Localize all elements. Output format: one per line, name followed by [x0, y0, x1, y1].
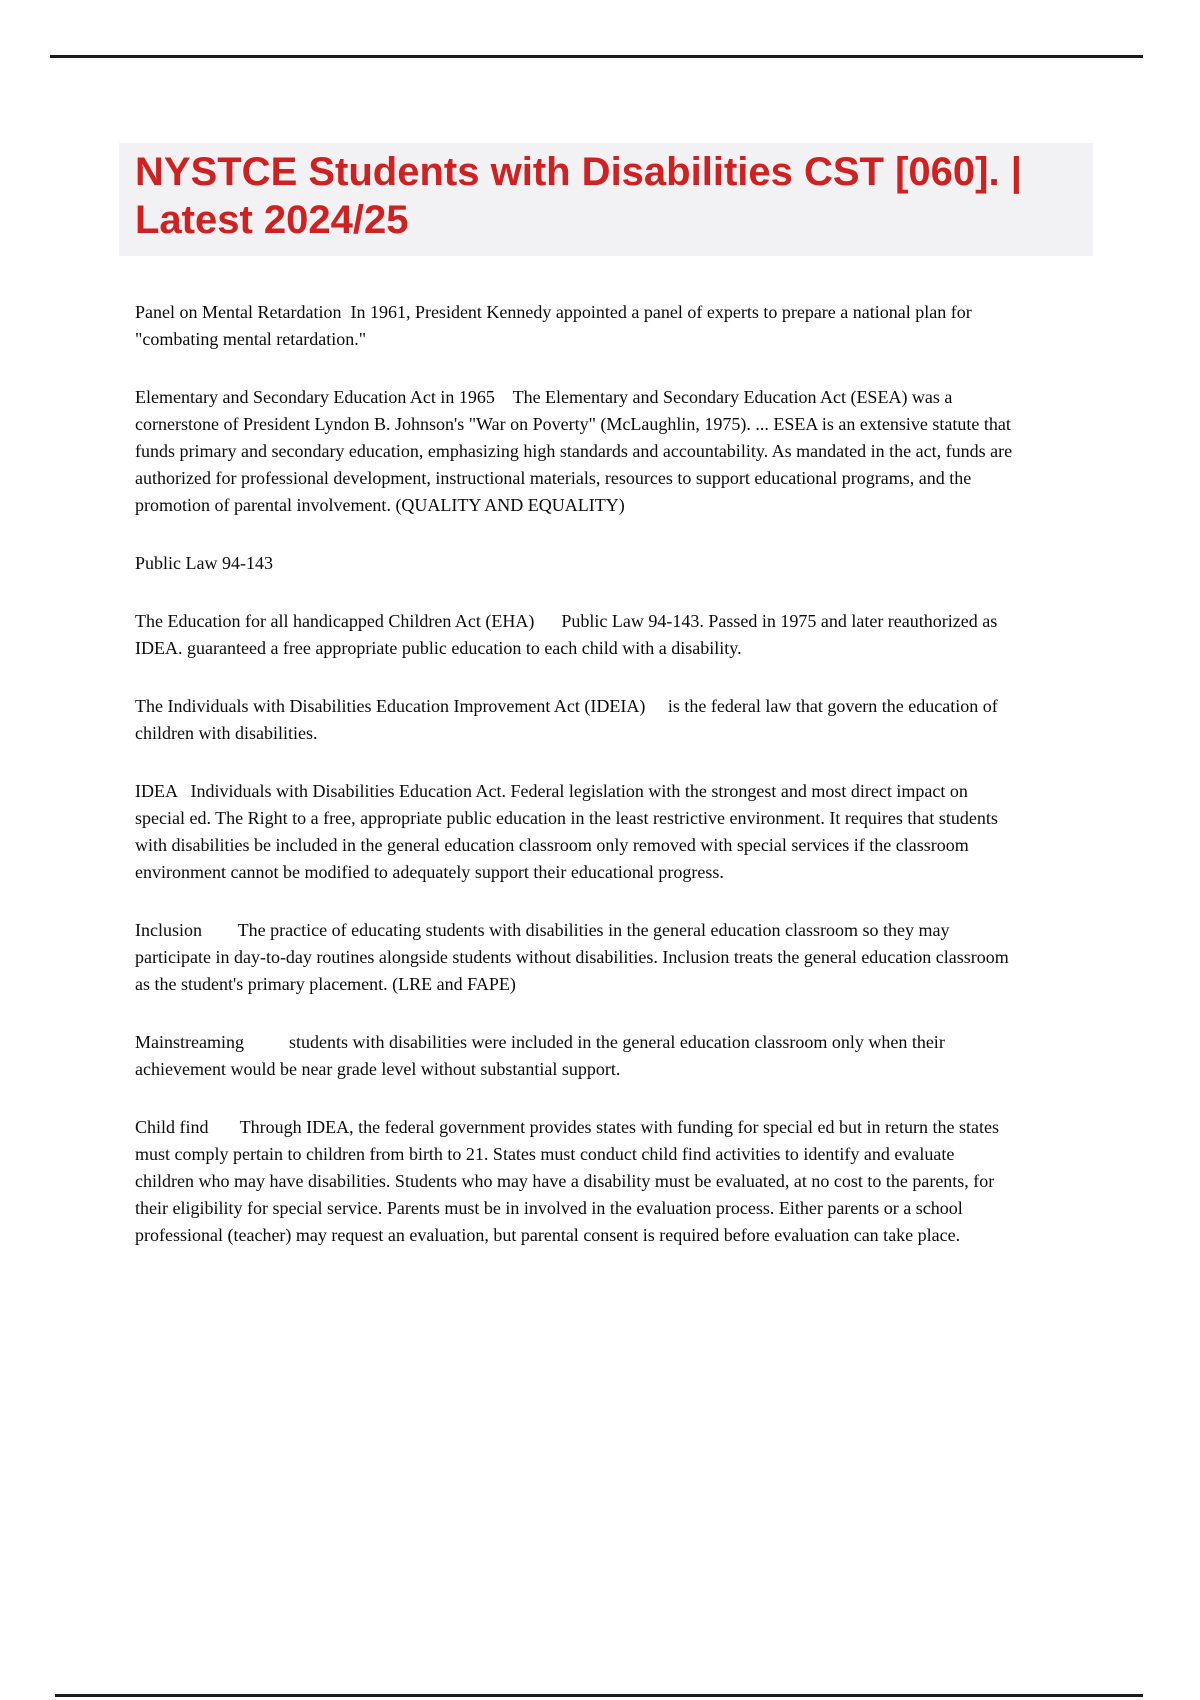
paragraph: Child find Through IDEA, the federal government provides states with funding for special ed but in return the states must comply pertain to children from birth to 21. States must conduct child find activities to identify and evaluate children who may have disabilities. Students who may have a disability must be evaluated, at no cost to the parents, for their eligibility for special service. Parents must be in involved in the evaluation process. Either parents or a school professional (teacher) may request an evaluation, but parental consent is required before evaluation can take place.: [135, 1117, 1004, 1245]
paragraph: Elementary and Secondary Education Act in 1965 The Elementary and Secondary Education Act (ESEA) was a cornerstone of President Lyndon B. Johnson's "War on Poverty" (McLaughlin, 1975). ... ESEA is an extensive statute that funds primary and secondary education, emphasizing high standards and accountability. As mandated in the act, funds are authorized for professional development, instructional materials, resources to support educational programs, and the promotion of parental involvement. (QUALITY AND EQUALITY): [135, 387, 1017, 515]
document-body: [135, 299, 1017, 1280]
paragraph: IDEA Individuals with Disabilities Education Act. Federal legislation with the strongest and most direct impact on special ed. The Right to a free, appropriate public education in the least restrictive environment. It requires that students with disabilities be included in the general education classroom only removed with special services if the classroom environment cannot be modified to adequately support their educational progress.: [135, 781, 1003, 882]
paragraph: Inclusion The practice of educating students with disabilities in the general education classroom so they may participate in day-to-day routines alongside students without disabilities. Inclusion treats the general education classroom as the student's primary placement. (LRE and FAPE): [135, 920, 1014, 994]
top-horizontal-rule: [50, 55, 1143, 58]
title-block: [119, 143, 1093, 256]
paragraph: The Individuals with Disabilities Education Improvement Act (IDEIA) is the federal law that govern the education of children with disabilities.: [135, 696, 1003, 743]
page-title: NYSTCE Students with Disabilities CST [060]. | Latest 2024/25: [135, 150, 1022, 242]
bottom-horizontal-rule: [55, 1694, 1143, 1697]
paragraph: Mainstreaming students with disabilities were included in the general education classroom only when their achievement would be near grade level without substantial support.: [135, 1032, 950, 1079]
paragraph: Panel on Mental Retardation In 1961, President Kennedy appointed a panel of experts to prepare a national plan for "combating mental retardation.": [135, 302, 977, 349]
paragraph: Public Law 94-143: [135, 553, 273, 573]
paragraph: The Education for all handicapped Children Act (EHA) Public Law 94-143. Passed in 1975 and later reauthorized as IDEA. guaranteed a free appropriate public education to each child with a disability.: [135, 611, 1002, 658]
